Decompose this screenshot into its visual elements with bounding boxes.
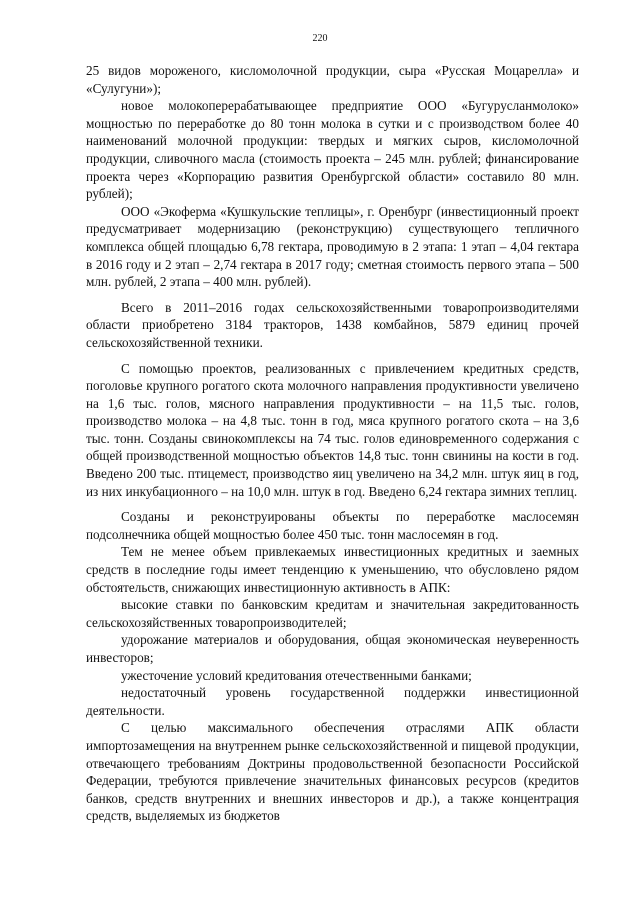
paragraph-dairy-products: 25 видов мороженого, кисломолочной продукции, сыра «Русская Моцарелла» и «Сулугуни»); xyxy=(86,63,579,96)
paragraph-livestock-results: С помощью проектов, реализованных с привлечением кредитных средств, поголовье крупного рогатого скота молочного направления продуктивности увеличено на 1,6 тыс. голов, мясного направления продуктивности – на 11,5 тыс. голов, производство молока – на 4,8 тыс. тонн в год, мяса крупного рогатого скота – на 3,6 тыс. тонн. Созданы свинокомплексы на 74 тыс. голов единовременного содержания с общей производственной мощностью объектов 14,8 тыс. тонн свинины на кости в год. Введено 200 тыс. птицемест, производство яиц увеличено на 34,2 млн. штук яиц в год, из них инкубационного – на 10,0 млн. штук в год. Введено 6,24 гектара зимних теплиц. xyxy=(86,360,579,499)
paragraph-buguruslanmoloko: новое молокоперерабатывающее предприятие ООО «Бугурусланмолоко» мощностью по переработке до 80 тонн молока в сутки и с производством более 40 наименований молочной продукции: твердых и мягких сыров, кисломолочной продукции, сливочного масла (стоимость проекта – 245 млн. рублей; финансирование проекта через «Корпорацию развития Оренбургской области» составило 80 млн. рублей); xyxy=(86,98,579,202)
list-item-state-support: недостаточный уровень государственной поддержки инвестиционной деятельности. xyxy=(86,685,579,718)
document-body xyxy=(86,62,579,825)
paragraph-oilseed-processing: Созданы и реконструированы объекты по переработке маслосемян подсолнечника общей мощностью более 450 тыс. тонн маслосемян в год. xyxy=(86,509,579,542)
paragraph-investment-decline: Тем не менее объем привлекаемых инвестиционных кредитных и заемных средств в последние годы имеет тенденцию к уменьшению, что обусловлено рядом обстоятельств, снижающих инвестиционную активность в АПК: xyxy=(86,544,579,595)
list-item-tighter-lending: ужесточение условий кредитования отечественными банками; xyxy=(121,667,472,683)
list-item-rising-costs: удорожание материалов и оборудования, общая экономическая неуверенность инвесторов; xyxy=(86,632,579,665)
page-number: 220 xyxy=(312,33,328,44)
list-item-high-rates: высокие ставки по банковским кредитам и значительная закредитованность сельскохозяйственных товаропроизводителей; xyxy=(86,597,579,630)
paragraph-import-substitution: С целью максимального обеспечения отраслями АПК области импортозамещения на внутреннем рынке сельскохозяйственной и пищевой продукции, отвечающего требованиям Доктрины продовольственной безопасности Российской Федерации, требуются привлечение значительных финансовых ресурсов (кредитов банков, средств внутренних и внешних инвесторов и др.), а также концентрация средств, выделяемых из бюджетов xyxy=(86,720,579,824)
paragraph-ekoferma: ООО «Экоферма «Кушкульские теплицы», г. Оренбург (инвестиционный проект предусматривает модернизацию (реконструкцию) существующего тепличного комплекса общей площадью 6,78 гектара, проводимую в 2 этапа: 1 этап – 4,04 гектара в 2016 году и 2 этап – 2,74 гектара в 2017 году; сметная стоимость первого этапа – 500 млн. рублей, 2 этапа – 400 млн. рублей). xyxy=(86,203,579,290)
paragraph-machinery-total: Всего в 2011–2016 годах сельскохозяйственными товаропроизводителями области приобретено 3184 тракторов, 1438 комбайнов, 5879 единиц прочей сельскохозяйственной техники. xyxy=(86,299,579,350)
